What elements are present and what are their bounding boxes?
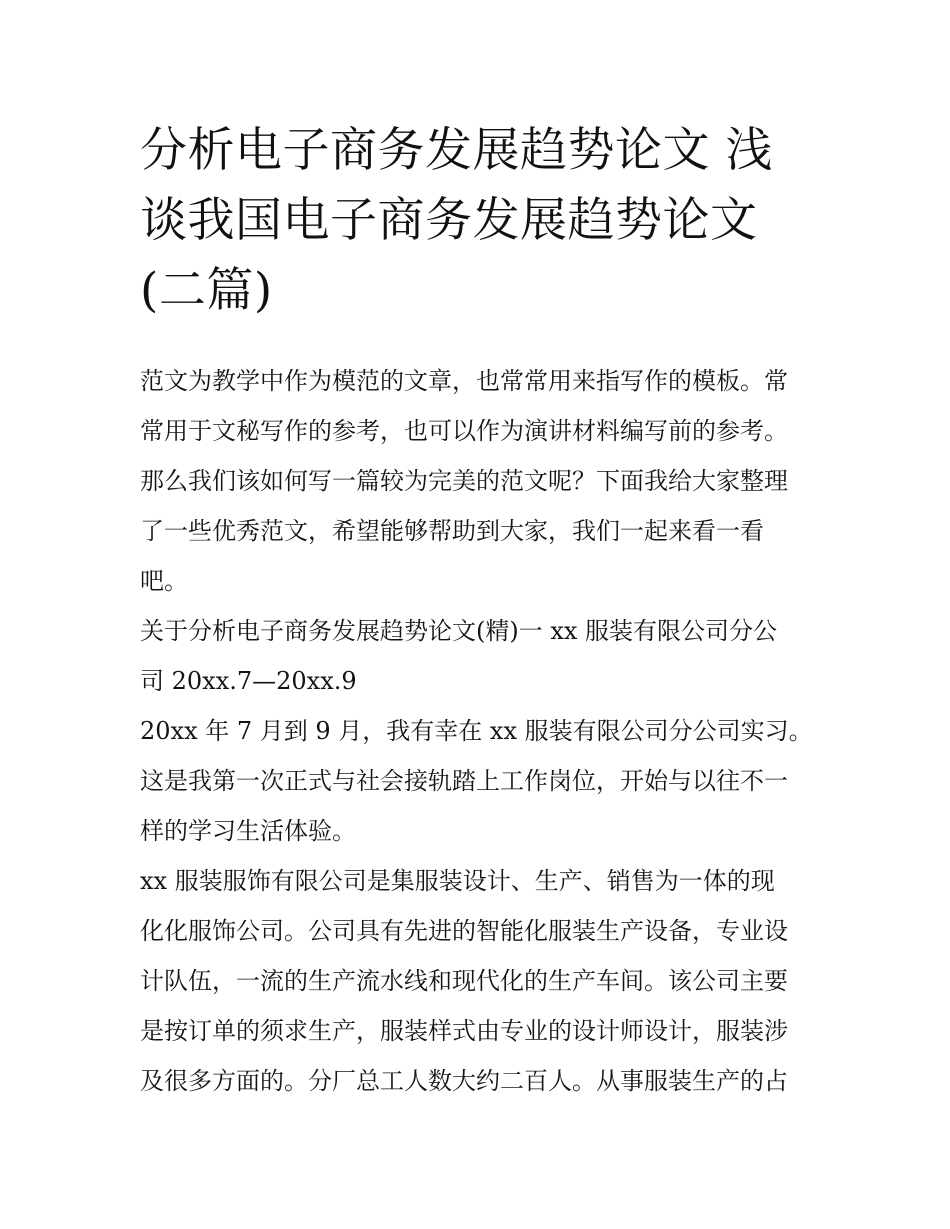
- body-line: 这是我第一次正式与社会接轨踏上工作岗位，开始与以往不一: [140, 767, 788, 795]
- title-line: 分析电子商务发展趋势论文 浅: [140, 123, 773, 178]
- body-line: 及很多方面的。分厂总工人数大约二百人。从事服装生产的占: [140, 1067, 788, 1095]
- body-line: 20xx 年 7 月到 9 月，我有幸在 xx 服装有限公司分公司实习。: [140, 717, 813, 745]
- body-line: 吧。: [140, 567, 188, 595]
- document-body: [140, 356, 815, 1106]
- title-line: (二篇): [140, 263, 273, 318]
- body-line: 是按订单的须求生产，服装样式由专业的设计师设计，服装涉: [140, 1017, 788, 1045]
- body-line: xx 服装服饰有限公司是集服装设计、生产、销售为一体的现: [140, 867, 775, 895]
- body-line: 计队伍，一流的生产流水线和现代化的生产车间。该公司主要: [140, 967, 788, 995]
- body-line: 了一些优秀范文，希望能够帮助到大家，我们一起来看一看: [140, 517, 764, 545]
- document-title: [140, 116, 815, 326]
- body-line: 化化服饰公司。公司具有先进的智能化服装生产设备，专业设: [140, 917, 788, 945]
- body-line: 常用于文秘写作的参考，也可以作为演讲材料编写前的参考。: [140, 417, 788, 445]
- title-line: 谈我国电子商务发展趋势论文: [140, 193, 758, 248]
- body-line: 司 20xx.7—20xx.9: [140, 667, 357, 695]
- body-line: 样的学习生活体验。: [140, 817, 356, 845]
- body-line: 范文为教学中作为模范的文章，也常常用来指写作的模板。常: [140, 367, 788, 395]
- body-line: 那么我们该如何写一篇较为完美的范文呢？下面我给大家整理: [140, 467, 788, 495]
- document-content: [140, 116, 815, 1106]
- body-line: 关于分析电子商务发展趋势论文(精)一 xx 服装有限公司分公: [140, 617, 778, 645]
